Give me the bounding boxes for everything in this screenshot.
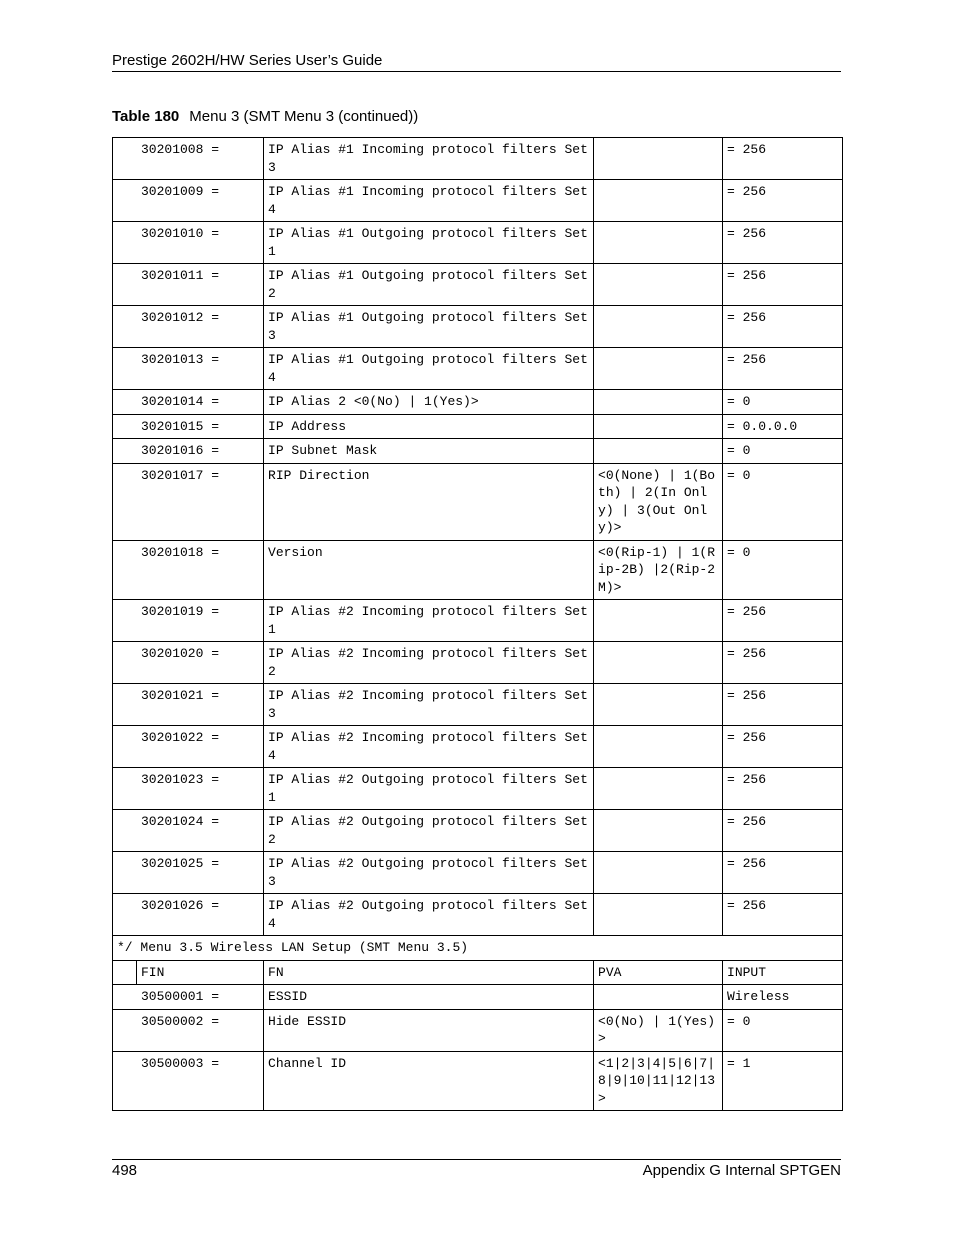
table-number: Table 180 — [112, 108, 180, 125]
table-row — [113, 390, 843, 415]
cell-fin: 30201021 = — [113, 684, 264, 726]
cell-fn: IP Alias #2 Incoming protocol filters Set 3 — [264, 684, 594, 726]
section-row — [113, 936, 843, 961]
cell-fin: 30201014 = — [113, 390, 264, 415]
table-row — [113, 348, 843, 390]
cell-fin: 30201020 = — [113, 642, 264, 684]
cell-fin: 30201026 = — [113, 894, 264, 936]
page-number: 498 — [112, 1162, 138, 1179]
cell-pva — [594, 348, 723, 390]
cell-input: = 256 — [723, 348, 843, 390]
cell-input: = 0.0.0.0 — [723, 414, 843, 439]
cell-input: = 0 — [723, 390, 843, 415]
cell-fn: RIP Direction — [264, 463, 594, 540]
table-row — [113, 600, 843, 642]
col-header-fin: FIN — [137, 960, 264, 985]
cell-pva — [594, 894, 723, 936]
cell-input: = 256 — [723, 852, 843, 894]
cell-input: = 1 — [723, 1051, 843, 1111]
cell-pva — [594, 600, 723, 642]
cell-fn: IP Alias #1 Outgoing protocol filters Set 4 — [264, 348, 594, 390]
cell-fn: Version — [264, 540, 594, 600]
smt-table — [112, 137, 843, 1111]
col-header-pva: PVA — [594, 960, 723, 985]
cell-input: = 0 — [723, 1009, 843, 1051]
cell-pva — [594, 306, 723, 348]
table-row — [113, 985, 843, 1010]
cell-input: = 0 — [723, 540, 843, 600]
table-row — [113, 1051, 843, 1111]
table-row — [113, 138, 843, 180]
table-row — [113, 264, 843, 306]
table-row — [113, 439, 843, 464]
cell-input: = 256 — [723, 222, 843, 264]
cell-pva — [594, 768, 723, 810]
table-row — [113, 894, 843, 936]
table-row — [113, 810, 843, 852]
cell-fin: 30201010 = — [113, 222, 264, 264]
cell-input: = 256 — [723, 180, 843, 222]
table-row — [113, 642, 843, 684]
cell-pva — [594, 642, 723, 684]
cell-fin: 30201025 = — [113, 852, 264, 894]
cell-fn: IP Alias #2 Outgoing protocol filters Set 1 — [264, 768, 594, 810]
cell-fn: Channel ID — [264, 1051, 594, 1111]
header-rule — [112, 71, 841, 72]
section-title: */ Menu 3.5 Wireless LAN Setup (SMT Menu 3.5) — [113, 936, 843, 961]
cell-fn: IP Alias #1 Outgoing protocol filters Set 3 — [264, 306, 594, 348]
table-row — [113, 684, 843, 726]
cell-fin: 30500002 = — [113, 1009, 264, 1051]
cell-pva — [594, 439, 723, 464]
col-header-input: INPUT — [723, 960, 843, 985]
cell-pva — [594, 810, 723, 852]
cell-fin: 30201023 = — [113, 768, 264, 810]
cell-fn: Hide ESSID — [264, 1009, 594, 1051]
cell-pva — [594, 390, 723, 415]
running-header: Prestige 2602H/HW Series User’s Guide — [112, 52, 383, 69]
cell-fin: 30201013 = — [113, 348, 264, 390]
table-body-menu3 — [113, 138, 843, 936]
cell-input: = 256 — [723, 138, 843, 180]
cell-pva: <0(None) | 1(Both) | 2(In Only) | 3(Out Only)> — [594, 463, 723, 540]
table-row — [113, 306, 843, 348]
cell-pva — [594, 180, 723, 222]
cell-input: = 256 — [723, 684, 843, 726]
table-row — [113, 414, 843, 439]
table-row — [113, 180, 843, 222]
cell-input: = 0 — [723, 463, 843, 540]
cell-fn: IP Alias #1 Incoming protocol filters Set 4 — [264, 180, 594, 222]
cell-pva — [594, 264, 723, 306]
cell-input: = 256 — [723, 726, 843, 768]
table-title: Menu 3 (SMT Menu 3 (continued)) — [189, 108, 419, 125]
table-row — [113, 768, 843, 810]
table-caption — [112, 108, 418, 125]
table-body-menu35 — [113, 985, 843, 1111]
indent-cell — [113, 960, 137, 985]
table-row — [113, 463, 843, 540]
section-menu35 — [113, 936, 843, 985]
cell-pva — [594, 414, 723, 439]
cell-fn: IP Subnet Mask — [264, 439, 594, 464]
cell-fin: 30201009 = — [113, 180, 264, 222]
cell-pva — [594, 726, 723, 768]
table-row — [113, 726, 843, 768]
cell-fn: IP Alias #2 Incoming protocol filters Set 1 — [264, 600, 594, 642]
cell-fn: IP Alias #2 Incoming protocol filters Set 2 — [264, 642, 594, 684]
table-row — [113, 852, 843, 894]
cell-fn: IP Alias #1 Outgoing protocol filters Set 2 — [264, 264, 594, 306]
cell-fin: 30201024 = — [113, 810, 264, 852]
column-header-row — [113, 960, 843, 985]
cell-fin: 30201015 = — [113, 414, 264, 439]
cell-fin: 30500003 = — [113, 1051, 264, 1111]
cell-input: = 256 — [723, 768, 843, 810]
table-row — [113, 222, 843, 264]
cell-input: Wireless — [723, 985, 843, 1010]
cell-pva — [594, 852, 723, 894]
cell-fin: 30201011 = — [113, 264, 264, 306]
cell-fn: ESSID — [264, 985, 594, 1010]
footer-rule — [112, 1159, 841, 1160]
cell-fn: IP Alias #2 Outgoing protocol filters Set 3 — [264, 852, 594, 894]
cell-pva: <0(No) | 1(Yes)> — [594, 1009, 723, 1051]
cell-fin: 30201008 = — [113, 138, 264, 180]
cell-fn: IP Alias #2 Incoming protocol filters Set 4 — [264, 726, 594, 768]
cell-pva: <1|2|3|4|5|6|7|8|9|10|11|12|13> — [594, 1051, 723, 1111]
cell-fin: 30500001 = — [113, 985, 264, 1010]
cell-input: = 256 — [723, 810, 843, 852]
cell-fin: 30201022 = — [113, 726, 264, 768]
cell-pva — [594, 684, 723, 726]
cell-input: = 256 — [723, 600, 843, 642]
col-header-fn: FN — [264, 960, 594, 985]
cell-fin: 30201012 = — [113, 306, 264, 348]
cell-input: = 256 — [723, 894, 843, 936]
cell-pva: <0(Rip-1) | 1(Rip-2B) |2(Rip-2M)> — [594, 540, 723, 600]
cell-fn: IP Alias #2 Outgoing protocol filters Set 4 — [264, 894, 594, 936]
footer-section: Appendix G Internal SPTGEN — [642, 1162, 841, 1179]
cell-fn: IP Alias #2 Outgoing protocol filters Set 2 — [264, 810, 594, 852]
cell-fin: 30201016 = — [113, 439, 264, 464]
cell-input: = 256 — [723, 306, 843, 348]
cell-input: = 256 — [723, 642, 843, 684]
cell-pva — [594, 138, 723, 180]
cell-input: = 256 — [723, 264, 843, 306]
table-row — [113, 540, 843, 600]
cell-fin: 30201018 = — [113, 540, 264, 600]
cell-fin: 30201019 = — [113, 600, 264, 642]
table-row — [113, 1009, 843, 1051]
cell-fn: IP Alias #1 Outgoing protocol filters Set 1 — [264, 222, 594, 264]
cell-fn: IP Alias #1 Incoming protocol filters Set 3 — [264, 138, 594, 180]
cell-fin: 30201017 = — [113, 463, 264, 540]
cell-fn: IP Address — [264, 414, 594, 439]
cell-pva — [594, 985, 723, 1010]
cell-input: = 0 — [723, 439, 843, 464]
cell-fn: IP Alias 2 <0(No) | 1(Yes)> — [264, 390, 594, 415]
cell-pva — [594, 222, 723, 264]
